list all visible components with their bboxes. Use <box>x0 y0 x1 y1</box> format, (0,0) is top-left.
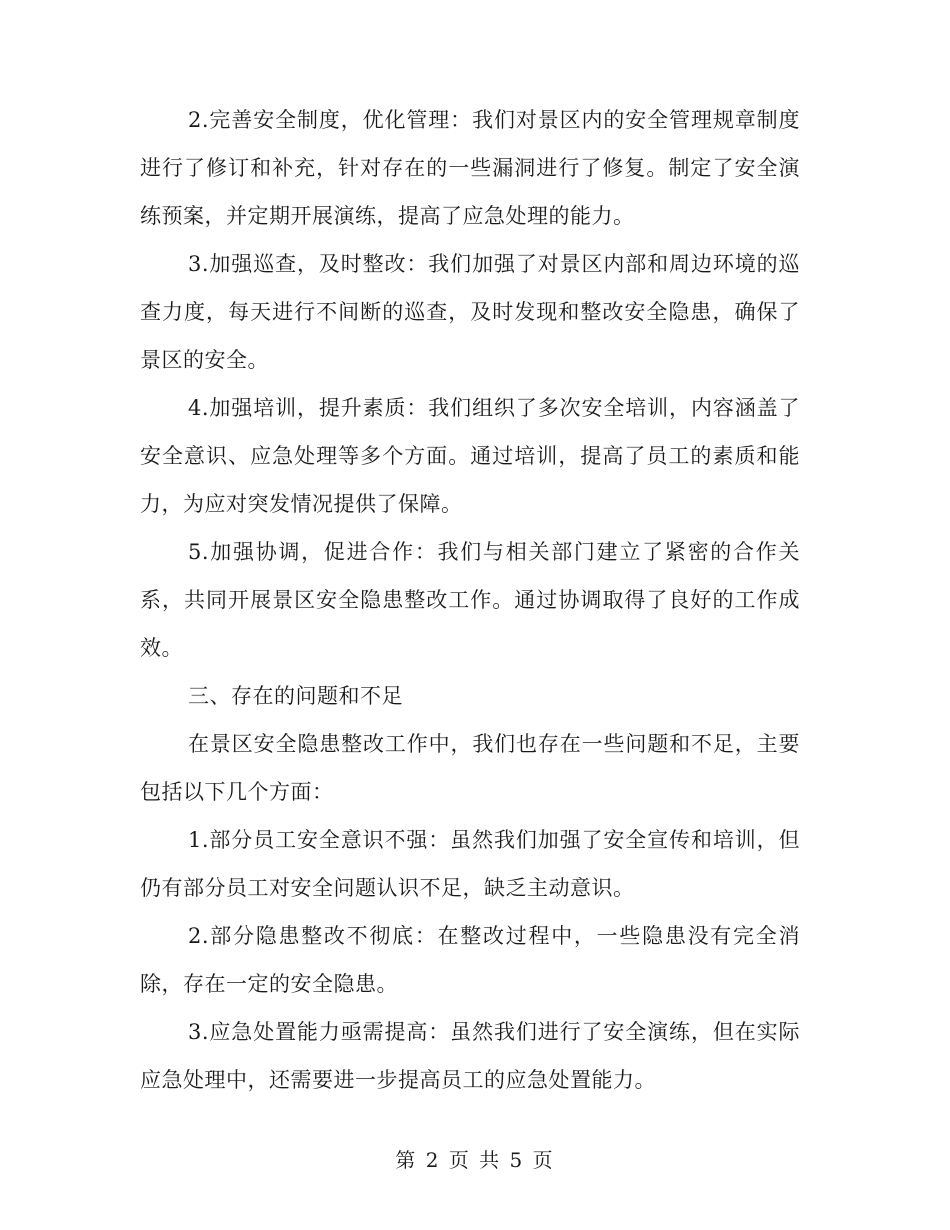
paragraph-problems-intro: 在景区安全隐患整改工作中，我们也存在一些问题和不足，主要包括以下几个方面： <box>140 732 800 804</box>
paragraph-problem-3: 3.应急处置能力亟需提高：虽然我们进行了安全演练，但在实际应急处理中，还需要进一步提高员工的应急处置能力。 <box>140 1020 800 1092</box>
paragraph-measure-5: 5.加强协调，促进合作：我们与相关部门建立了紧密的合作关系，共同开展景区安全隐患整改工作。通过协调取得了良好的工作成效。 <box>140 540 800 660</box>
document-body <box>140 96 800 1104</box>
paragraph-measure-3: 3.加强巡查，及时整改：我们加强了对景区内部和周边环境的巡查力度，每天进行不间断的巡查，及时发现和整改安全隐患，确保了景区的安全。 <box>140 252 800 372</box>
paragraph-problem-1: 1.部分员工安全意识不强：虽然我们加强了安全宣传和培训，但仍有部分员工对安全问题认识不足，缺乏主动意识。 <box>140 828 800 900</box>
paragraph-measure-4: 4.加强培训，提升素质：我们组织了多次安全培训，内容涵盖了安全意识、应急处理等多个方面。通过培训，提高了员工的素质和能力，为应对突发情况提供了保障。 <box>140 396 800 516</box>
page-number: 第 2 页 共 5 页 <box>395 1148 555 1172</box>
paragraph-measure-2: 2.完善安全制度，优化管理：我们对景区内的安全管理规章制度进行了修订和补充，针对存在的一些漏洞进行了修复。制定了安全演练预案，并定期开展演练，提高了应急处理的能力。 <box>140 108 800 228</box>
section-heading-problems: 三、存在的问题和不足 <box>188 684 403 708</box>
paragraph-problem-2: 2.部分隐患整改不彻底：在整改过程中，一些隐患没有完全消除，存在一定的安全隐患。 <box>140 924 800 996</box>
